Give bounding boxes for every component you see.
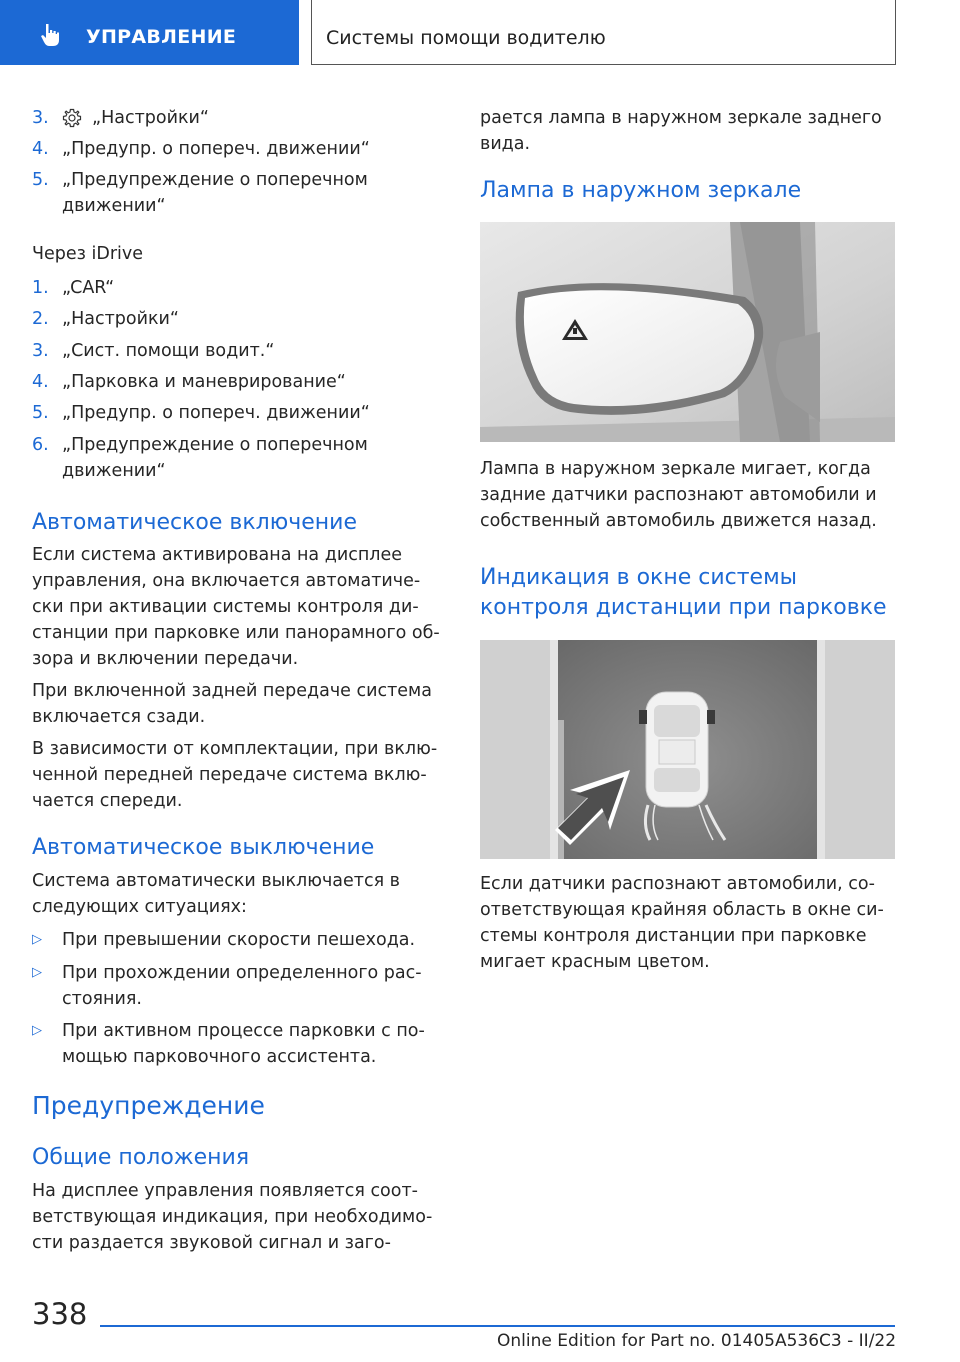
bullet-text: При превышении скорости пешехода. xyxy=(62,930,416,950)
paragraph-line: управления, она включается автоматиче- xyxy=(32,571,421,591)
list-item-text: „Предупреждение о поперечном xyxy=(62,170,368,190)
paragraph-line: сти раздается звуковой сигнал и заго- xyxy=(32,1233,391,1253)
list-item-number: 3. xyxy=(32,108,49,128)
caption-line: мигает красным цветом. xyxy=(480,952,710,972)
paragraph-line: ченной передней передаче система вклю- xyxy=(32,765,427,785)
caption-line: Если датчики распознают автомобили, со- xyxy=(480,874,875,894)
footer-divider xyxy=(100,1325,895,1327)
list-item-text: „CAR“ xyxy=(62,278,115,298)
caption-line: Лампа в наружном зеркале мигает, когда xyxy=(480,459,871,479)
list-item-number: 3. xyxy=(32,341,49,361)
paragraph-line: В зависимости от комплектации, при вклю- xyxy=(32,739,438,759)
paragraph-line: рается лампа в наружном зеркале заднего xyxy=(480,108,882,128)
list-item-text: движении“ xyxy=(62,461,166,481)
paragraph-line: Система автоматически выключается в xyxy=(32,871,400,891)
section-heading: Лампа в наружном зеркале xyxy=(480,178,802,203)
paragraph-line: зора и включении передачи. xyxy=(32,649,299,669)
list-item-text: „Сист. помощи водит.“ xyxy=(62,341,275,361)
list-item-number: 6. xyxy=(32,435,49,455)
paragraph-line: На дисплее управления появляется соот- xyxy=(32,1181,418,1201)
caption-line: собственный автомобиль движется назад. xyxy=(480,511,877,531)
paragraph-line: Если система активирована на дисплее xyxy=(32,545,402,565)
bullet-icon: ▷ xyxy=(32,965,42,980)
bullet-text: мощью парковочного ассистента. xyxy=(62,1047,377,1067)
page-number: 338 xyxy=(32,1297,88,1331)
paragraph-line: следующих ситуациях: xyxy=(32,897,247,917)
list-item-text: „Предупр. о попереч. движении“ xyxy=(62,139,370,159)
paragraph-line: чается спереди. xyxy=(32,791,183,811)
side-mirror-image xyxy=(480,222,895,442)
caption-line: стемы контроля дистанции при парковке xyxy=(480,926,867,946)
parking-display-image xyxy=(480,640,895,859)
list-item-text: движении“ xyxy=(62,196,166,216)
list-item-number: 4. xyxy=(32,372,49,392)
bullet-text: При прохождении определенного рас- xyxy=(62,963,422,983)
idrive-label: Через iDrive xyxy=(32,244,144,264)
list-item-number: 5. xyxy=(32,403,49,423)
bullet-icon: ▷ xyxy=(32,932,42,947)
caption-line: ответствующая крайняя область в окне си- xyxy=(480,900,884,920)
bullet-text: При активном процессе парковки с по- xyxy=(62,1021,425,1041)
list-item-text: „Настройки“ xyxy=(62,309,179,329)
paragraph-line: При включенной задней передаче система xyxy=(32,681,432,701)
list-item-text: „Парковка и маневрирование“ xyxy=(62,372,346,392)
footer-edition: Online Edition for Part no. 01405A536C3 - II/22 xyxy=(497,1331,897,1351)
list-item-number: 2. xyxy=(32,309,49,329)
bullet-icon: ▷ xyxy=(32,1023,42,1038)
chapter-heading: Предупреждение xyxy=(32,1091,265,1120)
gear-icon xyxy=(62,108,82,128)
paragraph-line: вида. xyxy=(480,134,531,154)
paragraph-line: включается сзади. xyxy=(32,707,206,727)
chapter-title: Системы помощи водителю xyxy=(326,27,606,49)
list-item-text: „Предупреждение о поперечном xyxy=(62,435,368,455)
section-heading: Общие положения xyxy=(32,1145,250,1170)
list-item-text: „Настройки“ xyxy=(92,108,209,128)
paragraph-line: станции при парковке или панорамного об- xyxy=(32,623,440,643)
caption-line: задние датчики распознают автомобили и xyxy=(480,485,877,505)
section-heading: Автоматическое выключение xyxy=(32,835,375,860)
paragraph-line: ветствующая индикация, при необходимо- xyxy=(32,1207,433,1227)
list-item-number: 1. xyxy=(32,278,49,298)
section-heading: Индикация в окне системы xyxy=(480,565,798,590)
list-item-number: 5. xyxy=(32,170,49,190)
section-heading: контроля дистанции при парковке xyxy=(480,595,887,620)
list-item-number: 4. xyxy=(32,139,49,159)
list-item-text: „Предупр. о попереч. движении“ xyxy=(62,403,370,423)
hand-pointer-icon xyxy=(38,22,64,48)
section-tab xyxy=(0,0,299,65)
section-heading: Автоматическое включение xyxy=(32,510,357,535)
bullet-text: стояния. xyxy=(62,989,142,1009)
paragraph-line: ски при активации системы контроля ди- xyxy=(32,597,419,617)
section-tab-label: УПРАВЛЕНИЕ xyxy=(86,26,237,48)
